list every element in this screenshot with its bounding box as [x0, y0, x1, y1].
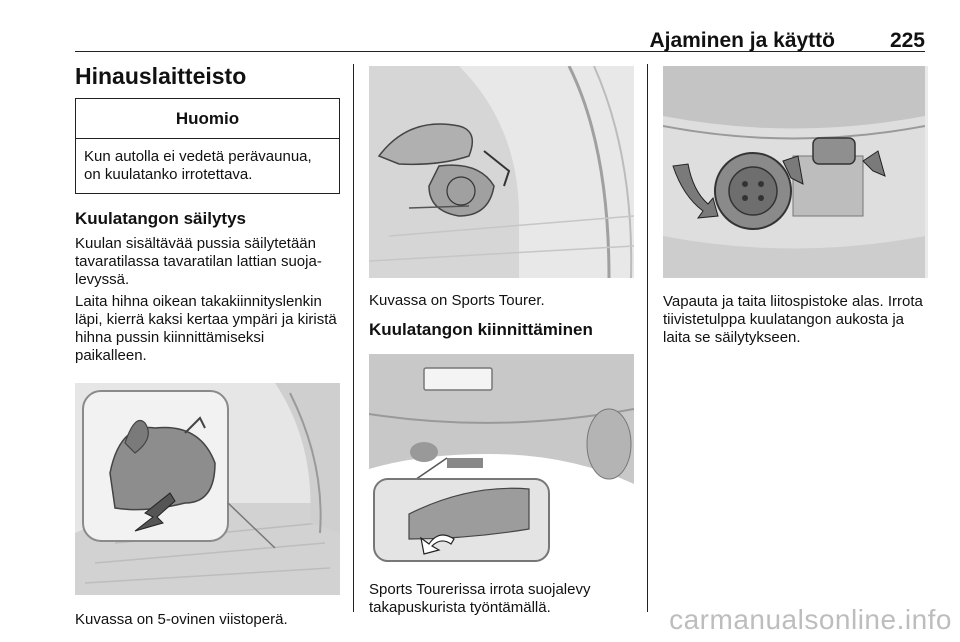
illustration-trunk-bag-tourer	[369, 66, 634, 278]
paragraph-socket: Vapauta ja taita liitospistoke alas. Irrota tiivistetulppa kuulatangon aukosta ja laita se säilytykseen.	[663, 293, 923, 346]
subheading-storage: Kuulatangon säilytys	[75, 209, 246, 228]
column-divider-1	[353, 64, 354, 612]
illustration-bumper-cover	[369, 354, 634, 568]
column-3	[663, 60, 925, 347]
paragraph-remove-cover: Sports Tourerissa irrota suojalevy takapuskurista työntämällä.	[369, 581, 591, 616]
column-2	[369, 60, 634, 617]
column-divider-2	[647, 64, 648, 612]
note-text: Kun autolla ei vedetä perävaunua, on kuulatanko irrotettava.	[84, 148, 312, 183]
note-heading: Huomio	[76, 99, 339, 139]
caption-sports-tourer: Kuvassa on Sports Tourer.	[369, 292, 545, 309]
page-number: 225	[889, 29, 925, 52]
section-title: Hinauslaitteisto	[75, 63, 247, 89]
page-header	[75, 18, 925, 52]
paragraph-storage-1: Kuulan sisältävää pussia säilytetään tavaratilassa tavaratilan lattian suojalevyssä.	[75, 235, 322, 288]
caption-hatchback: Kuvassa on 5-ovinen viistoperä.	[75, 611, 288, 628]
illustration-trunk-bag	[75, 383, 340, 595]
note-box	[75, 98, 340, 194]
illustration-socket	[663, 66, 928, 278]
header-title: Ajaminen ja käyttö	[649, 29, 835, 52]
subheading-attach: Kuulatangon kiinnittäminen	[369, 320, 593, 339]
column-1	[75, 60, 340, 629]
watermark: carmanualsonline.info	[669, 604, 952, 635]
paragraph-storage-2: Laita hihna oikean takakiinnityslenkin läpi, kierrä kaksi kertaa ympäri ja kiristä hihna pussin kiinnittämiseksi paikalleen.	[75, 293, 337, 364]
